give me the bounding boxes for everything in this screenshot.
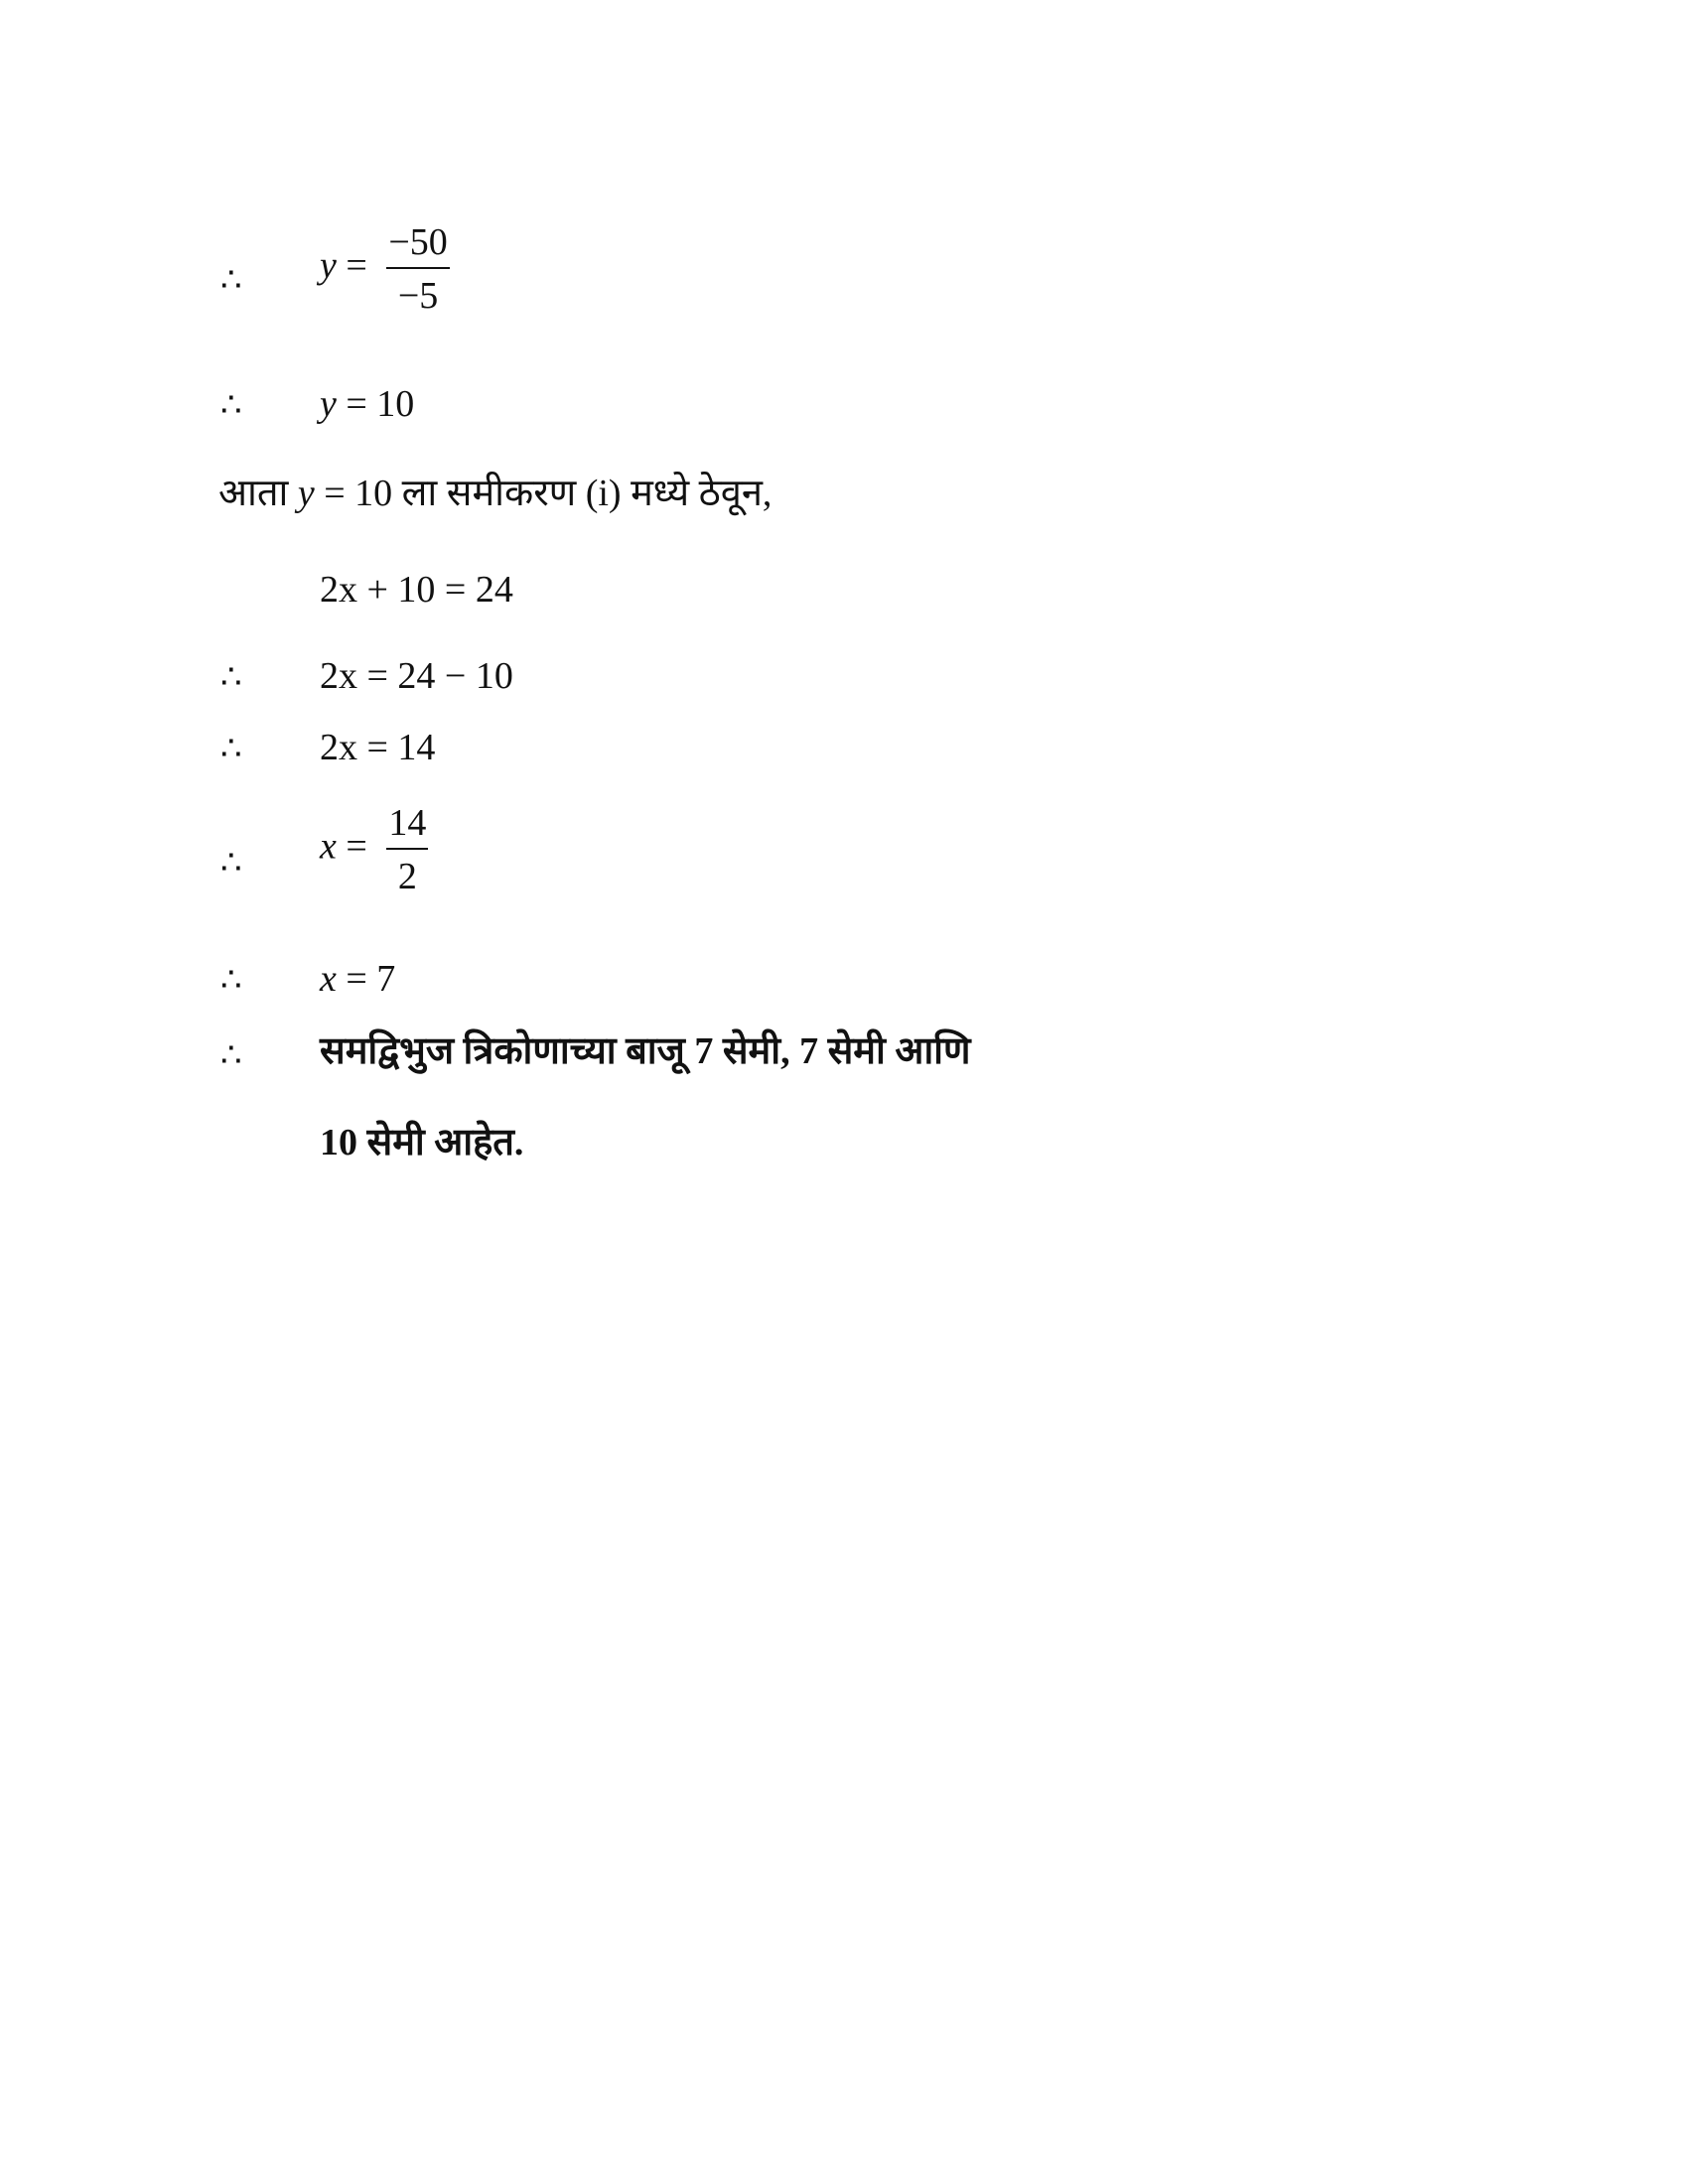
therefore-symbol: ∴ — [220, 387, 242, 424]
therefore-symbol: ∴ — [220, 845, 242, 882]
variable: y — [320, 244, 337, 287]
therefore-symbol: ∴ — [220, 731, 242, 767]
variable: y — [297, 473, 315, 514]
variable: x — [320, 825, 337, 868]
variable: y — [320, 383, 337, 425]
denominator: 2 — [397, 856, 417, 897]
therefore-symbol: ∴ — [220, 262, 242, 299]
therefore-symbol: ∴ — [220, 659, 242, 696]
equation-x-fraction — [320, 804, 428, 895]
conclusion-line-2: 10 सेमी आहेत. — [320, 1122, 524, 1163]
equals: = — [336, 244, 377, 287]
therefore-symbol: ∴ — [220, 962, 242, 999]
equation: 2x = 24 − 10 — [320, 655, 513, 697]
numerator: 14 — [386, 804, 428, 850]
text: आता — [218, 473, 298, 514]
fraction — [386, 804, 428, 895]
equation-y-fraction — [320, 223, 450, 315]
variable: x — [320, 958, 337, 1000]
therefore-symbol: ∴ — [220, 1037, 242, 1074]
equation: 2x = 14 — [320, 727, 436, 768]
equation: 2x + 10 = 24 — [320, 569, 513, 611]
text: = 10 ला समीकरण (i) मध्ये ठेवून, — [314, 473, 773, 514]
equation-x-value — [320, 960, 395, 998]
numerator: −50 — [386, 223, 449, 269]
equation-rest: = 10 — [336, 383, 415, 425]
fraction — [386, 223, 449, 315]
equation-rest: = 7 — [336, 958, 396, 1000]
conclusion-line-1: समद्विभुज त्रिकोणाच्या बाजू 7 सेमी, 7 सेमी आणि — [320, 1030, 971, 1072]
denominator: −5 — [397, 275, 439, 317]
equation-y-value — [320, 385, 414, 423]
substitution-sentence — [218, 475, 772, 512]
equals: = — [336, 825, 377, 868]
